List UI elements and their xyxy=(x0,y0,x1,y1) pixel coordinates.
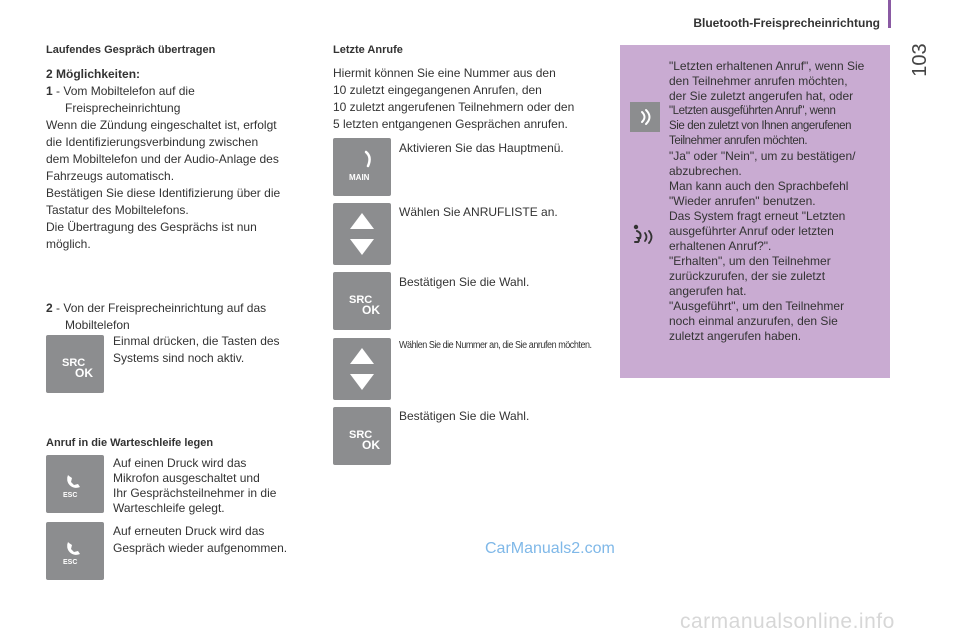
panel-line: ausgeführter Anruf oder letzten xyxy=(669,224,834,238)
panel-line: erhaltenen Anruf?". xyxy=(669,239,772,253)
voice-command-key[interactable] xyxy=(630,102,660,132)
text-line: Mikrofon ausgeschaltet und xyxy=(113,471,260,485)
text-line: 10 zuletzt eingegangenen Anrufen, den xyxy=(333,83,542,97)
para-line: die Identifizierungsverbindung zwischen xyxy=(46,135,259,149)
watermark-carmanualsonline: carmanualsonline.info xyxy=(680,610,895,633)
options-label: 2 Möglichkeiten: xyxy=(46,67,141,81)
option-1-text-cont: Freisprecheinrichtung xyxy=(65,101,181,115)
para-line: Fahrzeugs automatisch. xyxy=(46,169,175,183)
src-ok-key[interactable] xyxy=(333,407,391,465)
src-ok-icon xyxy=(333,272,391,330)
section-heading-hold: Anruf in die Warteschleife legen xyxy=(46,437,214,449)
option-2-block xyxy=(46,300,321,334)
up-down-arrows-icon xyxy=(333,338,391,400)
esc-icon xyxy=(46,455,104,513)
step-2-text: Wählen Sie ANRUFLISTE an. xyxy=(399,205,558,219)
key-ok-label: OK xyxy=(362,438,380,452)
key-esc-label: ESC xyxy=(63,492,78,499)
step-5-text: Bestätigen Sie die Wahl. xyxy=(399,409,530,423)
option-2-number: 2 xyxy=(46,301,53,315)
key-src-label: SRC xyxy=(349,429,373,441)
text-line: Systems sind noch aktiv. xyxy=(113,351,245,365)
panel-line: noch einmal anzurufen, den Sie xyxy=(669,314,838,328)
up-down-arrow-key[interactable] xyxy=(333,338,391,400)
voice-command-icon xyxy=(630,102,660,132)
text-line: Ihr Gesprächsteilnehmer in die xyxy=(113,486,277,500)
page-number: 103 xyxy=(909,43,931,77)
esc-key[interactable] xyxy=(46,522,104,580)
panel-line: zurückzurufen, der sie zuletzt xyxy=(669,269,826,283)
panel-line: "Letzten erhaltenen Anruf", wenn Sie xyxy=(669,59,865,73)
panel-line: Teilnehmer anrufen möchten. xyxy=(669,135,808,147)
option-1-text: - Vom Mobiltelefon auf die xyxy=(52,84,195,98)
key-main-label: MAIN xyxy=(349,173,370,182)
up-down-arrows-icon xyxy=(333,203,391,265)
src-ok-key[interactable] xyxy=(333,272,391,330)
voice-speak-icon xyxy=(628,222,658,252)
panel-line: "Letzten ausgeführten Anruf", wenn xyxy=(669,105,836,117)
text-line: Auf einen Druck wird das xyxy=(113,456,247,470)
para-line: dem Mobiltelefon und der Audio-Anlage des xyxy=(46,152,279,166)
panel-line: abzubrechen. xyxy=(669,164,742,178)
key-src-label: SRC xyxy=(349,294,373,306)
para-line: Bestätigen Sie diese Identifizierung über die xyxy=(46,186,281,200)
page-header-title: Bluetooth-Freisprecheinrichtung xyxy=(693,16,880,30)
section-heading-recent-calls: Letzte Anrufe xyxy=(333,44,403,56)
text-line: Gespräch wieder aufgenommen. xyxy=(113,541,288,555)
hold-description-1 xyxy=(113,456,313,516)
header-accent-bar xyxy=(888,0,891,28)
text-line: 10 zuletzt angerufenen Teilnehmern oder den xyxy=(333,100,575,114)
panel-line: den Teilnehmer anrufen möchten, xyxy=(669,74,848,88)
transfer-options xyxy=(46,66,321,253)
main-menu-key[interactable] xyxy=(333,138,391,196)
main-icon xyxy=(333,138,391,196)
esc-icon xyxy=(46,522,104,580)
para-line: Wenn die Zündung eingeschaltet ist, erfolgt xyxy=(46,118,277,132)
key-ok-label: OK xyxy=(362,303,380,317)
option-1-number: 1 xyxy=(46,84,53,98)
key-ok-label: OK xyxy=(75,366,93,380)
esc-key[interactable] xyxy=(46,455,104,513)
recent-calls-intro xyxy=(333,65,613,133)
para-line: Tastatur des Mobiltelefons. xyxy=(46,203,189,217)
panel-line: Man kann auch den Sprachbefehl xyxy=(669,179,849,193)
key-src-label: SRC xyxy=(62,357,86,369)
key-esc-label: ESC xyxy=(63,559,78,566)
panel-line: "Wieder anrufen" benutzen. xyxy=(669,194,816,208)
panel-line: zuletzt angerufen haben. xyxy=(669,329,802,343)
panel-line: angerufen hat. xyxy=(669,284,747,298)
para-line: möglich. xyxy=(46,237,91,251)
option-2-text-cont: Mobiltelefon xyxy=(65,318,130,332)
text-line: Hiermit können Sie eine Nummer aus den xyxy=(333,66,556,80)
panel-line: der Sie zuletzt angerufen hat, oder xyxy=(669,89,854,103)
text-line: Warteschleife gelegt. xyxy=(113,501,225,515)
step-4-text: Wählen Sie die Nummer an, die Sie anrufen möchten. xyxy=(399,340,592,351)
section-heading-transfer: Laufendes Gespräch übertragen xyxy=(46,44,216,56)
option-2-description xyxy=(113,333,313,367)
src-ok-key[interactable] xyxy=(46,335,104,393)
panel-line: Sie den zuletzt von Ihnen angerufenen xyxy=(669,120,852,132)
panel-line: "Erhalten", um den Teilnehmer xyxy=(669,254,831,268)
src-ok-icon xyxy=(333,407,391,465)
text-line: Einmal drücken, die Tasten des xyxy=(113,334,280,348)
text-line: Auf erneuten Druck wird das xyxy=(113,524,265,538)
para-line: Die Übertragung des Gesprächs ist nun xyxy=(46,220,257,234)
voice-command-text xyxy=(669,59,895,344)
panel-line: Das System fragt erneut "Letzten xyxy=(669,209,846,223)
panel-line: "Ausgeführt", um den Teilnehmer xyxy=(669,299,845,313)
hold-description-2 xyxy=(113,523,323,557)
panel-line: "Ja" oder "Nein", um zu bestätigen/ xyxy=(669,149,856,163)
option-2-text: - Von der Freisprecheinrichtung auf das xyxy=(52,301,267,315)
src-ok-icon xyxy=(46,335,104,393)
text-line: 5 letzten entgangenen Gesprächen anrufen. xyxy=(333,117,568,131)
up-down-arrow-key[interactable] xyxy=(333,203,391,265)
watermark-carmanuals2: CarManuals2.com xyxy=(485,540,615,557)
step-1-text: Aktivieren Sie das Hauptmenü. xyxy=(399,141,564,155)
step-3-text: Bestätigen Sie die Wahl. xyxy=(399,275,530,289)
